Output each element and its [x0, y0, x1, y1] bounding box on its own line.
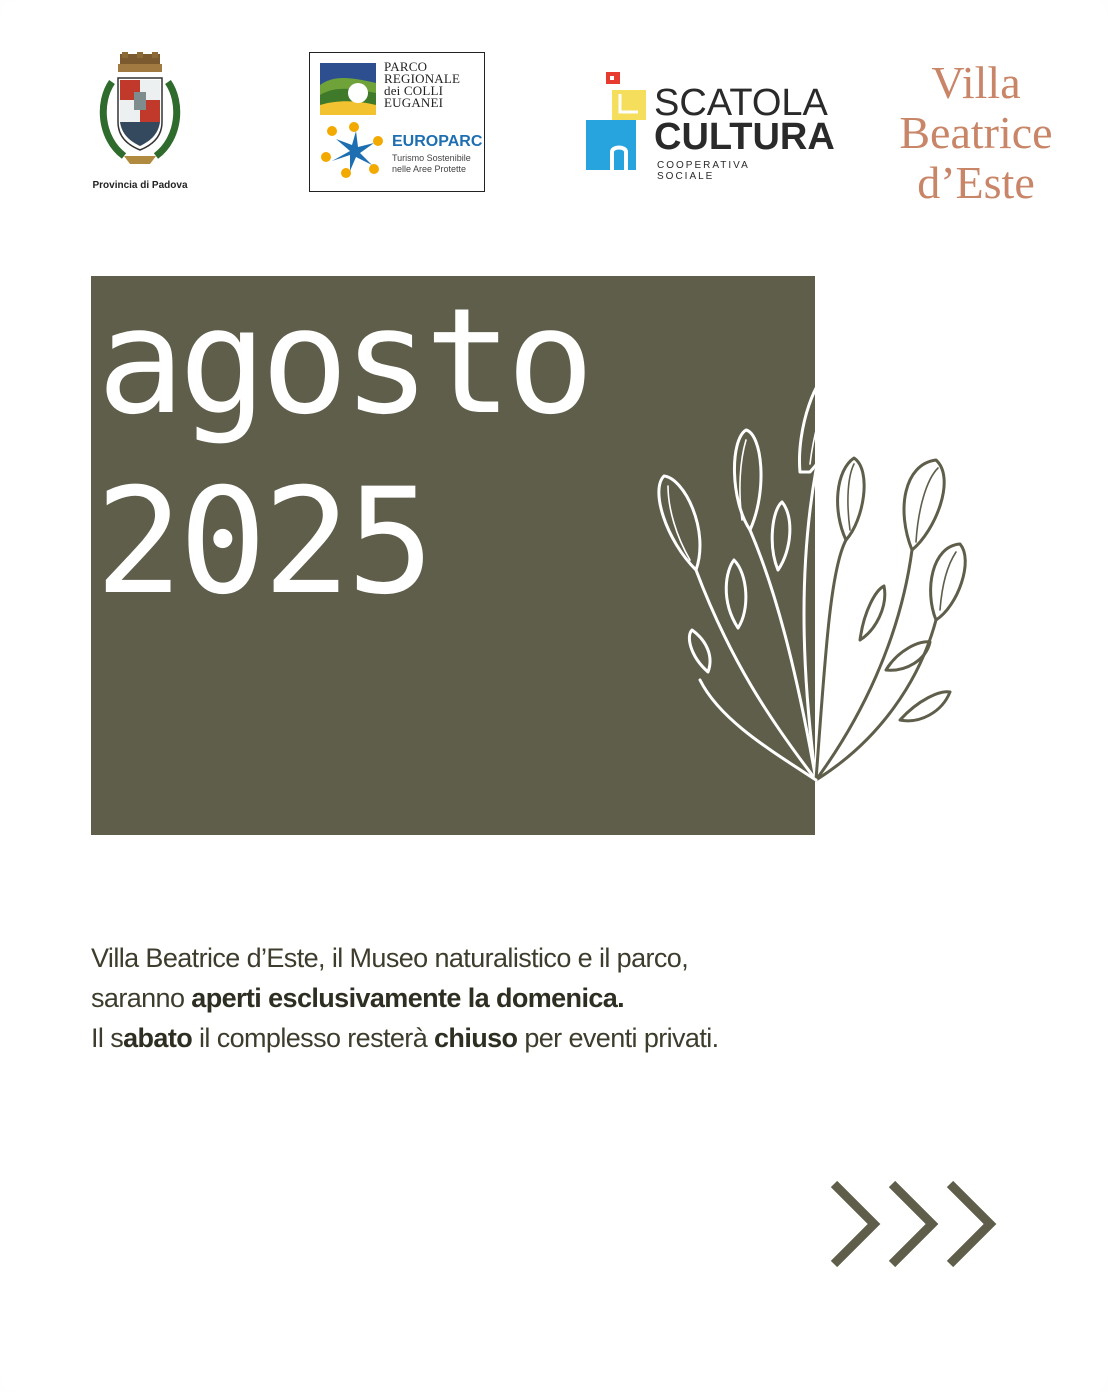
- info-line-3-c: per eventi privati.: [517, 1023, 719, 1053]
- villa-beatrice-logo: [866, 58, 1086, 208]
- padova-caption: Provincia di Padova: [92, 180, 188, 191]
- info-line-2: [91, 978, 851, 1018]
- deste-word: d’Este: [917, 157, 1035, 208]
- parco-name: PARCO REGIONALE dei COLLI EUGANEI: [384, 59, 461, 110]
- info-open-sunday: aperti esclusivamente la domenica.: [191, 983, 625, 1013]
- europarc-star-icon: [316, 121, 386, 183]
- info-line-3: [91, 1018, 851, 1058]
- villa-word: Villa: [931, 57, 1021, 108]
- opening-info: [91, 938, 851, 1058]
- hero-year: 2025: [95, 457, 431, 627]
- cultura-word: CULTURA: [654, 116, 835, 158]
- hills-landscape-icon: [320, 63, 376, 115]
- cooperativa-sociale: COOPERATIVA SOCIALE: [657, 160, 750, 182]
- europarc-label: EUROPARC: [392, 133, 483, 150]
- info-closed: chiuso: [434, 1023, 518, 1053]
- info-line-1: Villa Beatrice d’Este, il Museo naturalistico e il parco,: [91, 943, 689, 973]
- scatola-blocks-icon: [586, 72, 650, 172]
- scatola-word: SCATOLA: [654, 82, 828, 124]
- beatrice-word: Beatrice: [899, 107, 1053, 158]
- provincia-padova-logo: [86, 52, 194, 194]
- hero-month: agosto: [97, 277, 589, 447]
- info-saturday: abato: [123, 1023, 193, 1053]
- parco-colli-euganei-logo: [309, 52, 485, 192]
- chevron-right-triple-icon[interactable]: [826, 1180, 1002, 1272]
- europarc-subtitle: Turismo Sostenibile nelle Aree Protette: [392, 153, 471, 174]
- coat-of-arms-icon: [94, 52, 186, 172]
- plant-illustration-icon: [650, 360, 990, 790]
- info-line-3-a: Il s: [91, 1023, 124, 1053]
- scatola-cultura-logo: [586, 72, 835, 182]
- info-line-2-prefix: saranno: [91, 983, 192, 1013]
- info-line-3-b: il complesso resterà: [192, 1023, 435, 1053]
